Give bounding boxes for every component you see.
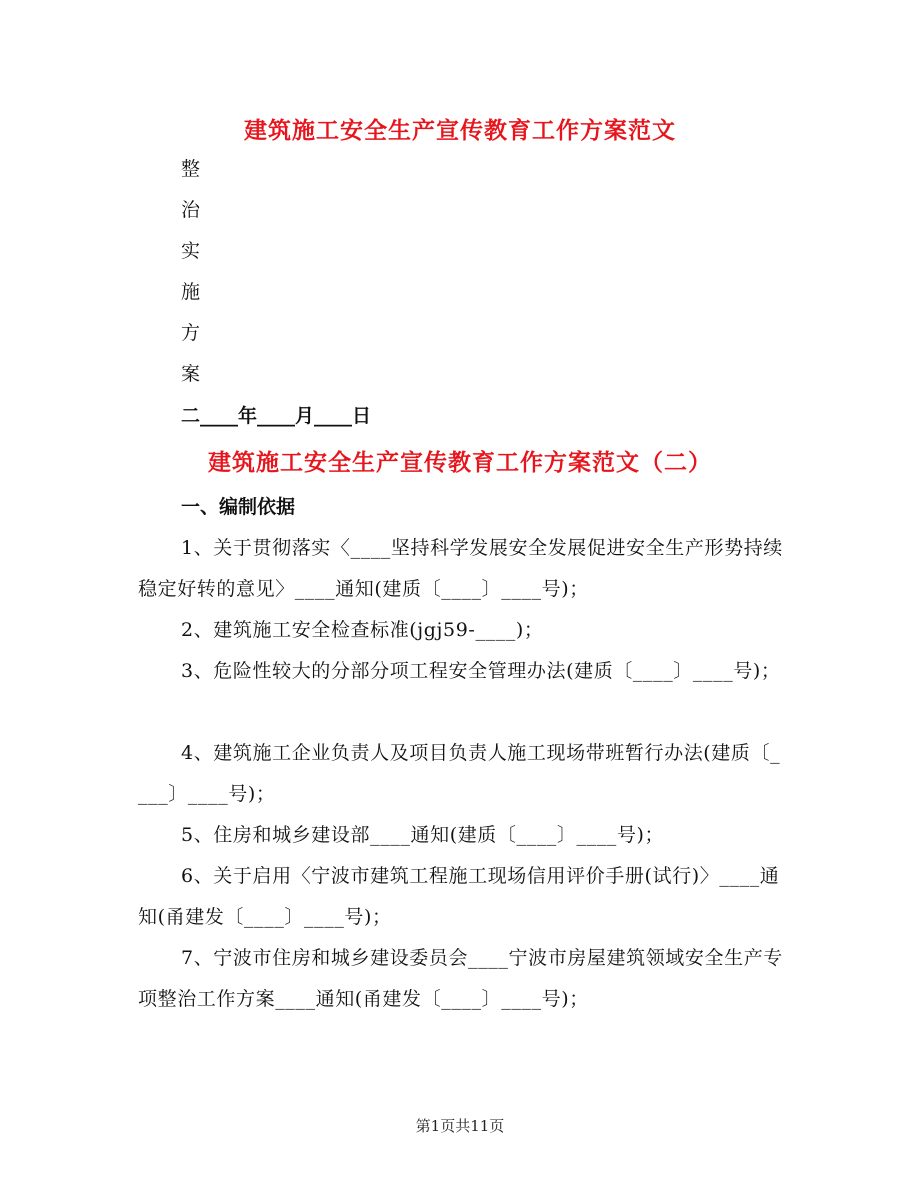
vertical-char: 整 <box>181 158 201 180</box>
vertical-char: 案 <box>181 363 201 385</box>
vertical-char: 施 <box>181 281 201 303</box>
basis-item: 4、建筑施工企业负责人及项目负责人施工现场带班暂行办法(建质〔____〕____号)； <box>138 742 781 805</box>
basis-item: 5、住房和城乡建设部____通知(建质〔____〕____号)； <box>181 824 665 846</box>
section-heading: 一、编制依据 <box>181 496 296 518</box>
date-line: 二____年____月____日 <box>181 405 372 427</box>
basis-item: 2、建筑施工安全检查标准(jgj59-____)； <box>181 619 544 641</box>
vertical-char: 治 <box>181 199 201 221</box>
vertical-char: 实 <box>181 240 201 262</box>
document-title: 建筑施工安全生产宣传教育工作方案范文 <box>244 117 676 144</box>
basis-item: 3、危险性较大的分部分项工程安全管理办法(建质〔____〕____号)； <box>181 660 781 682</box>
basis-item: 1、关于贯彻落实〈____坚持科学发展安全发展促进安全生产形势持续稳定好转的意见〉____通知(建质〔____〕____号)； <box>138 537 783 600</box>
basis-item: 6、关于启用〈宁波市建筑工程施工现场信用评价手册(试行)〉____通知(甬建发〔____〕____号)； <box>138 865 780 928</box>
vertical-char: 方 <box>181 322 201 344</box>
document-title-2: 建筑施工安全生产宣传教育工作方案范文（二） <box>208 449 712 476</box>
basis-item: 7、宁波市住房和城乡建设委员会____宁波市房屋建筑领域安全生产专项整治工作方案____通知(甬建发〔____〕____号)； <box>138 947 783 1010</box>
page-indicator: 第1页共11页 <box>415 1117 505 1135</box>
